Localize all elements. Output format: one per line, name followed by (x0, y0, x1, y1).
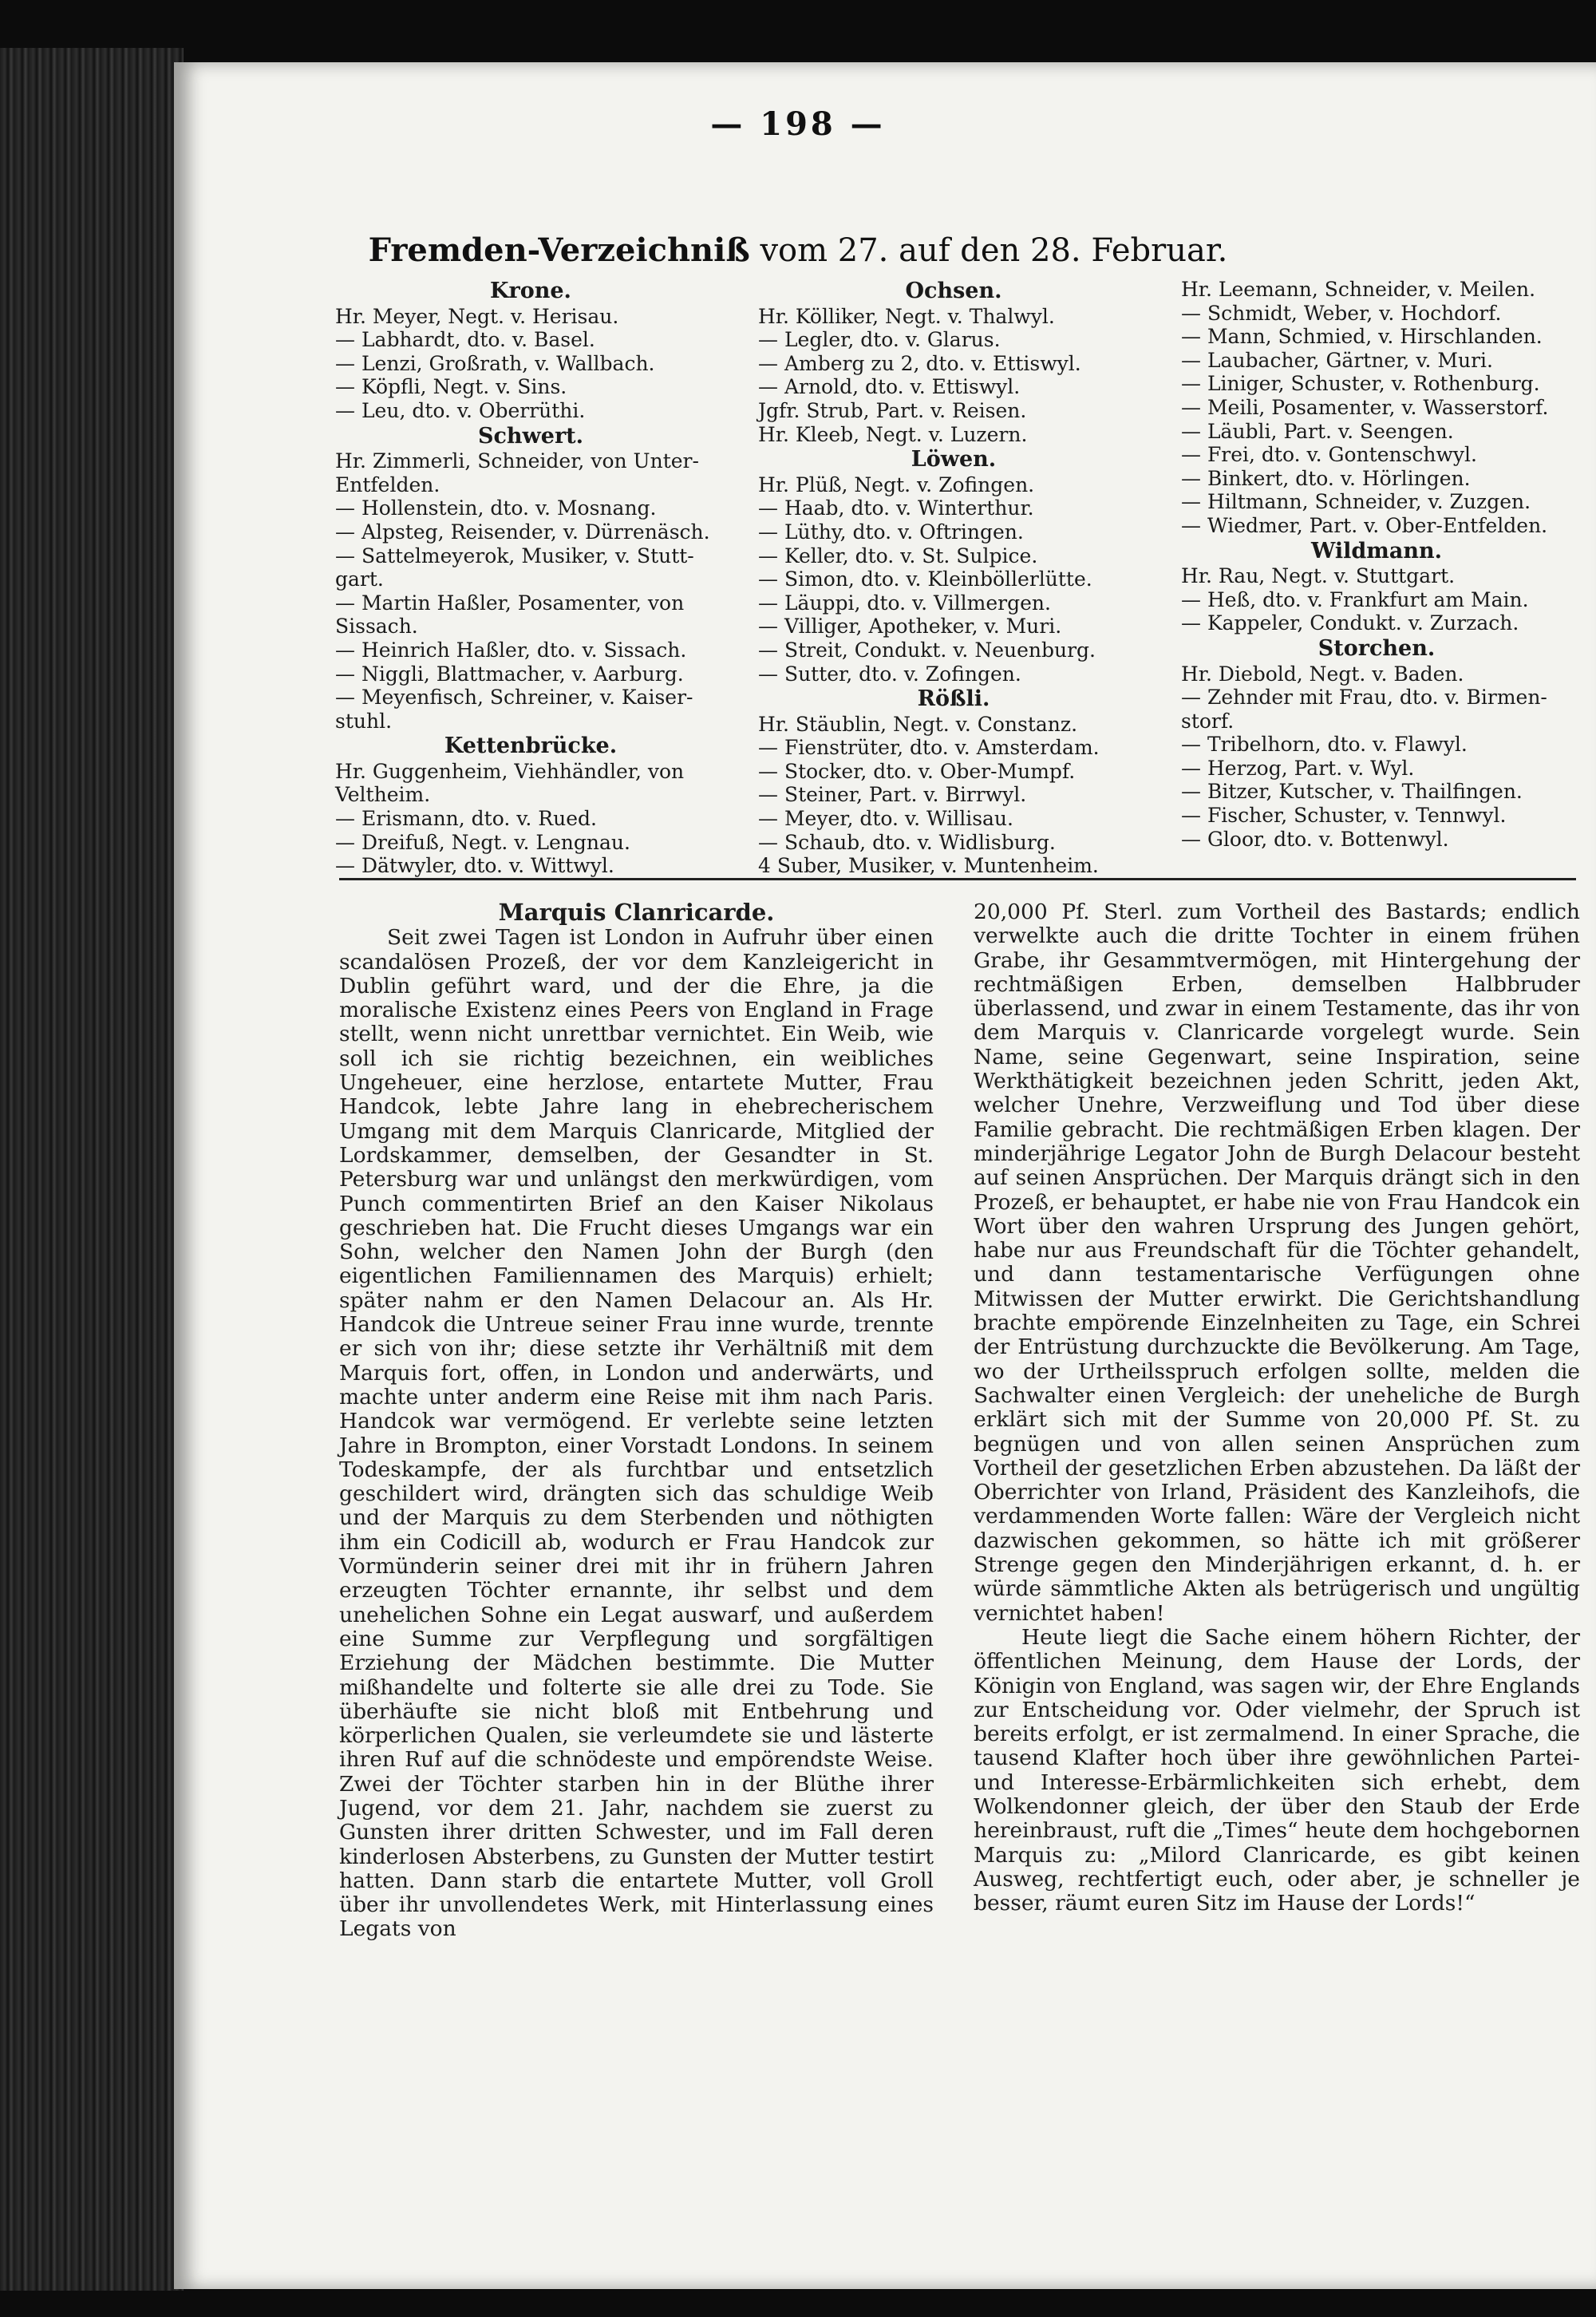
guest-entry: — Gloor, dto. v. Bottenwyl. (1181, 827, 1449, 851)
guest-entry: Hr. Leemann, Schneider, v. Meilen. (1181, 278, 1536, 301)
guest-entry: — Hiltmann, Schneider, v. Zuzgen. (1181, 490, 1531, 514)
guest-entry: 4 Suber, Musiker, v. Muntenheim. (758, 854, 1099, 878)
guest-entry: Entfelden. (335, 472, 440, 496)
guest-entry: — Binkert, dto. v. Hörlingen. (1181, 466, 1471, 490)
guest-entry: — Dätwyler, dto. v. Wittwyl. (335, 854, 614, 878)
guest-entry: — Läubli, Part. v. Seengen. (1181, 419, 1454, 443)
guest-entry: — Läuppi, dto. v. Villmergen. (758, 591, 1051, 615)
guest-entry: storf. (1181, 709, 1235, 733)
hotel-section-heading: Rößli. (917, 686, 990, 712)
guest-entry: — Meyer, dto. v. Willisau. (758, 807, 1013, 831)
hotel-section-heading: Ochsen. (905, 279, 1002, 303)
guest-entry: — Lenzi, Großrath, v. Wallbach. (335, 351, 655, 375)
guest-entry: — Herzog, Part. v. Wyl. (1181, 756, 1415, 780)
guest-entry: Hr. Rau, Negt. v. Stuttgart. (1181, 564, 1456, 588)
register-title-main: Fremden-Verzeichniß (368, 231, 750, 269)
guest-entry: — Keller, dto. v. St. Sulpice. (758, 544, 1038, 567)
guest-entry: Hr. Diebold, Negt. v. Baden. (1181, 662, 1464, 686)
guest-entry: Hr. Zimmerli, Schneider, von Unter- (335, 449, 699, 473)
page-number: — 198 — (710, 105, 886, 143)
register-column-2 (758, 278, 1149, 878)
guest-entry: Hr. Stäublin, Negt. v. Constanz. (758, 712, 1078, 736)
guest-entry: — Schaub, dto. v. Widlisburg. (758, 830, 1056, 854)
guest-entry: — Streit, Condukt. v. Neuenburg. (758, 638, 1096, 662)
article-column-left (339, 900, 934, 1942)
guest-entry: — Frei, dto. v. Gontenschwyl. (1181, 443, 1477, 467)
guest-entry: — Meyenfisch, Schreiner, v. Kaiser- (335, 686, 693, 710)
guest-entry: — Sattelmeyerok, Musiker, v. Stutt- (335, 544, 694, 567)
guest-entry: — Lüthy, dto. v. Oftringen. (758, 520, 1024, 544)
article-paragraph: 20,000 Pf. Sterl. zum Vortheil des Bastards; endlich verwelkte auch die dritte Tochter in einem frühen Grabe, ihr Gesammtvermögen, mit Hintergehung der rechtmäßigen Erben, demselben Halbbruder überlassend, und zwar in einem Testamente, das ihr von dem Marquis v. Clanricarde vorgelegt wurde. Sein Name, seine Gegenwart, seine Inspiration, seine Werkthätigkeit bezeichnen jeden Schritt, jeden Akt, welcher Unehre, Verzweiflung und Tod über diese Familie gebracht. Die rechtmäßigen Erben klagen. Der minderjährige Legator John de Burgh Delacour besteht auf seinen Ansprüchen. Der Marquis drängt sich in den Prozeß, er behauptet, er habe nie von Frau Handcok ein Wort über den wahren Ursprung des Jungen gehört, habe nur aus Freundschaft für die Töchter gehandelt, und dann testamentarische Verfügungen ohne Mitwissen der Mutter erwirkt. Die Gerichtshandlung brachte empörende Einzelnheiten zu Tage, ein Schrei der Entrüstung durchzuckte die Bevölkerung. Am Tage, wo der Urtheilsspruch erfolgen sollte, melden die Sachwalter einen Vergleich: der uneheliche de Burgh erklärt sich mit der Summe von 20,000 Pf. St. zu begnügen und von allen seinen Ansprüchen zum Vortheil der gesetzlichen Erben abzustehen. Da läßt der Oberrichter von Irland, Präsident des Kanzleihofs, die verdammenden Worte fallen: Wäre der Vergleich nicht dazwischen gekommen, so hätte ich mit größerer Strenge gegen den Minderjährigen erkannt, d. h. er würde sämmtliche Akten als betrügerisch und ungültig vernichtet haben! (974, 900, 1580, 1626)
guest-entry: — Wiedmer, Part. v. Ober-Entfelden. (1181, 513, 1548, 537)
hotel-section-heading: Storchen. (1317, 635, 1436, 661)
guest-entry: — Labhardt, dto. v. Basel. (335, 328, 595, 352)
hotel-section-heading: Krone. (490, 279, 571, 303)
guest-entry: — Villiger, Apotheker, v. Muri. (758, 615, 1062, 639)
guest-entry: — Kappeler, Condukt. v. Zurzach. (1181, 611, 1519, 635)
guest-entry: — Sutter, dto. v. Zofingen. (758, 662, 1021, 686)
guest-entry: — Köpfli, Negt. v. Sins. (335, 375, 567, 399)
guest-entry: — Fienstrüter, dto. v. Amsterdam. (758, 736, 1100, 760)
hotel-section-heading: Wildmann. (1311, 538, 1442, 563)
hotel-section-heading: Löwen. (911, 447, 997, 472)
register-title (0, 231, 1596, 269)
guest-entry: — Martin Haßler, Posamenter, von (335, 591, 685, 615)
register-title-date: vom 27. auf den 28. Februar. (760, 232, 1228, 269)
guest-entry: — Hollenstein, dto. v. Mosnang. (335, 496, 657, 520)
guest-entry: — Tribelhorn, dto. v. Flawyl. (1181, 733, 1468, 757)
guest-entry: Hr. Kleeb, Negt. v. Luzern. (758, 422, 1028, 446)
guest-entry: Hr. Plüß, Negt. v. Zofingen. (758, 472, 1035, 496)
article-paragraph: Heute liegt die Sache einem höhern Richter, der öffentlichen Meinung, dem Hause der Lords, der Königin von England, was sagen wir, der Ehre Englands zur Entscheidung vor. Oder vielmehr, der Spruch ist bereits erfolgt, er ist zermalmend. In einer Sprache, die tausend Klafter hoch über ihre gewöhnlichen Partei- und Interesse-Erbärmlichkeiten sich erhebt, dem Wolkendonner gleich, der über den Staub der Erde hereinbraust, ruft die „Times“ heute dem hochgebornen Marquis zu: „Milord Clanricarde, es gibt keinen Ausweg, rechtfertigt euch, oder aber, je schneller je besser, räumt euren Sitz im Hause der Lords!“ (974, 1624, 1580, 1916)
guest-entry: — Liniger, Schuster, v. Rothenburg. (1181, 372, 1540, 396)
guest-entry: — Legler, dto. v. Glarus. (758, 328, 1001, 352)
register-column-1 (335, 278, 726, 878)
article-heading: Marquis Clanricarde. (498, 899, 775, 926)
guest-entry: — Amberg zu 2, dto. v. Ettiswyl. (758, 351, 1081, 375)
guest-entry: — Bitzer, Kutscher, v. Thailfingen. (1181, 780, 1523, 804)
hotel-section-heading: Kettenbrücke. (444, 733, 618, 759)
guest-entry: — Schmidt, Weber, v. Hochdorf. (1181, 301, 1502, 325)
guest-entry: Sissach. (335, 615, 418, 639)
guest-entry: — Fischer, Schuster, v. Tennwyl. (1181, 804, 1507, 828)
guest-entry: — Haab, dto. v. Winterthur. (758, 496, 1034, 520)
guest-entry: — Meili, Posamenter, v. Wasserstorf. (1181, 395, 1549, 419)
page-header (0, 105, 1596, 143)
guest-entry: gart. (335, 567, 384, 591)
article-paragraph: Seit zwei Tagen ist London in Aufruhr über einen scandalösen Prozeß, der vor dem Kanzleigericht in Dublin geführt ward, und der die Ehre, ja die moralische Existenz eines Peers von England in Frage stellt, wenn nicht unrettbar vernichtet. Ein Weib, wie soll ich sie richtig bezeichnen, ein weibliches Ungeheuer, eine herzlose, entartete Mutter, Frau Handcok, lebte Jahre lang in ehebrecherischem Umgang mit dem Marquis Clanricarde, Mitglied der Lordskammer, demselben, der Gesandter in St. Petersburg war und unlängst den merkwürdigen, vom Punch commentirten Brief an den Kaiser Nikolaus geschrieben hat. Die Frucht dieses Umgangs war ein Sohn, welcher den Namen John der Burgh (den eigentlichen Familiennamen des Marquis) erhielt; später nahm er den Namen Delacour an. Als Hr. Handcok die Untreue seiner Frau inne wurde, trennte er sich von ihr; diese setzte ihr Verhältniß mit dem Marquis fort, offen, in London und anderwärts, und machte unter anderm eine Reise mit ihm nach Paris. Handcok war vermögend. Er verlebte seine letzten Jahre in Brompton, einer Vorstadt Londons. In seinem Todeskampfe, der als furchtbar und entsetzlich geschildert wird, drängten sich das schuldige Weib und der Marquis zu dem Sterbenden und nöthigten ihm ein Codicill ab, wodurch er Frau Handcok zur Vormünderin seiner drei mit ihr in frühern Jahren erzeugten Töchter ernannte, ihr selbst und dem unehelichen Sohne ein Legat auswarf, und außerdem eine Summe zur Verpflegung und sorgfältigen Erziehung der Mädchen bestimmte. Die Mutter mißhandelte und folterte sie alle drei zu Tode. Sie überhäufte sie nicht bloß mit Entbehrung und körperlichen Qualen, sie verleumdete sie und lästerte ihren Ruf auf die schnödeste und empörendste Weise. Zwei der Töchter starben hin in der Blüthe ihrer Jugend, vor dem 21. Jahr, nachdem sie zuerst zu Gunsten ihrer dritten Schwester, und im Fall deren kinderlosen Absterbens, zu Gunsten der Mutter testirt hatten. Dann starb die entartete Mutter, voll Groll über ihr unvollendetes Werk, mit Hinterlassung eines Legats von (339, 925, 934, 1942)
guest-entry: — Dreifuß, Negt. v. Lengnau. (335, 830, 630, 854)
guest-entry: — Heinrich Haßler, dto. v. Sissach. (335, 638, 687, 662)
guest-entry: — Arnold, dto. v. Ettiswyl. (758, 375, 1021, 399)
guest-entry: — Steiner, Part. v. Birrwyl. (758, 783, 1027, 807)
article-column-right (974, 900, 1580, 1916)
guest-entry: Hr. Meyer, Negt. v. Herisau. (335, 304, 619, 328)
guest-entry: — Zehnder mit Frau, dto. v. Birmen- (1181, 686, 1547, 710)
guest-entry: Hr. Guggenheim, Viehhändler, von (335, 759, 685, 783)
guest-entry: Veltheim. (335, 783, 431, 807)
guest-entry: — Alpsteg, Reisender, v. Dürrenäsch. (335, 520, 710, 544)
hotel-section-heading: Schwert. (477, 423, 584, 449)
guest-entry: — Heß, dto. v. Frankfurt am Main. (1181, 587, 1529, 611)
guest-entry: — Niggli, Blattmacher, v. Aarburg. (335, 662, 684, 686)
guest-entry: stuhl. (335, 709, 393, 733)
guest-entry: — Stocker, dto. v. Ober-Mumpf. (758, 759, 1076, 783)
guest-entry: — Laubacher, Gärtner, v. Muri. (1181, 348, 1493, 372)
book-page-edges (0, 48, 184, 2291)
section-divider (339, 878, 1576, 880)
guest-entry: — Simon, dto. v. Kleinböllerlütte. (758, 567, 1092, 591)
guest-entry: — Mann, Schmied, v. Hirschlanden. (1181, 325, 1543, 349)
register-column-3 (1181, 278, 1572, 851)
guest-entry: Hr. Kölliker, Negt. v. Thalwyl. (758, 304, 1055, 328)
guest-entry: — Leu, dto. v. Oberrüthi. (335, 398, 586, 422)
guest-entry: — Erismann, dto. v. Rued. (335, 807, 597, 831)
guest-entry: Jgfr. Strub, Part. v. Reisen. (758, 398, 1027, 422)
